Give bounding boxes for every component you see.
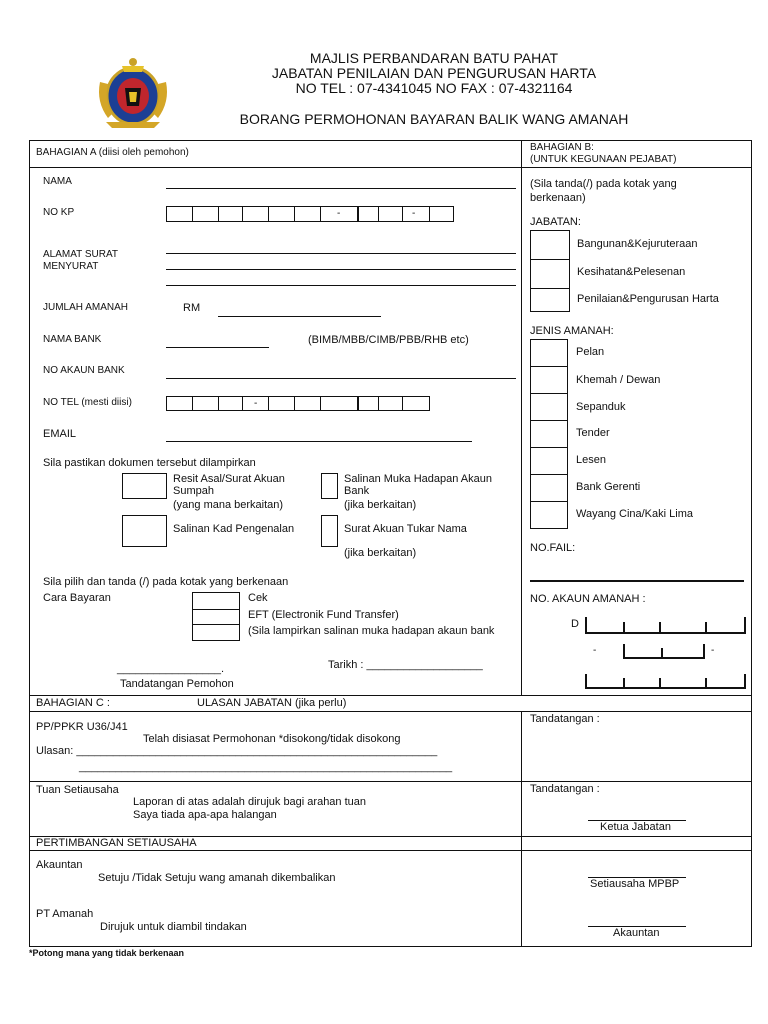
jabatan-option: Bangunan&Kejuruteraan bbox=[577, 238, 698, 250]
doc2-note: (jika berkaitan) bbox=[344, 499, 417, 511]
no-kp-dash: - bbox=[337, 208, 341, 219]
tandatangan-label: Tandatangan : bbox=[530, 783, 600, 795]
cara-bayaran-label: Cara Bayaran bbox=[43, 592, 111, 604]
akaun-amanah-dash: - bbox=[593, 645, 597, 656]
jabatan-option: Penilaian&Pengurusan Harta bbox=[577, 293, 719, 305]
signature-line[interactable]: _________________. bbox=[117, 663, 225, 675]
jenis-option: Khemah / Dewan bbox=[576, 374, 661, 386]
akaun-amanah-prefix: D bbox=[571, 618, 579, 630]
no-tel-label: NO TEL (mesti diisi) bbox=[43, 397, 132, 408]
tuan-setiausaha-label: Tuan Setiausaha bbox=[36, 784, 119, 796]
row-divider bbox=[29, 781, 752, 782]
akaun-amanah-input[interactable] bbox=[580, 612, 750, 692]
no-akaun-bank-label: NO AKAUN BANK bbox=[43, 365, 125, 376]
doc1-note: (yang mana berkaitan) bbox=[173, 499, 284, 511]
pertimbangan-title: PERTIMBANGAN SETIAUSAHA bbox=[36, 837, 197, 849]
laporan-text: Laporan di atas adalah dirujuk bagi arahan tuan bbox=[133, 796, 367, 808]
column-divider-top bbox=[521, 140, 522, 695]
laporan-text-cont: Saya tiada apa-apa halangan bbox=[133, 809, 277, 821]
jabatan-checkbox-penilaian[interactable] bbox=[530, 288, 570, 312]
doc3-checkbox[interactable] bbox=[122, 515, 167, 547]
nama-bank-input[interactable] bbox=[166, 347, 269, 348]
jenis-checkbox-pelan[interactable] bbox=[530, 339, 568, 367]
setuju-text: Setuju /Tidak Setuju wang amanah dikembalikan bbox=[98, 872, 336, 884]
tandatangan-pemohon-label: Tandatangan Pemohon bbox=[120, 678, 234, 690]
ulasan-jabatan-title: ULASAN JABATAN (jika perlu) bbox=[197, 697, 347, 709]
akauntan-label: Akauntan bbox=[36, 859, 83, 871]
no-tel-dash: - bbox=[254, 398, 258, 409]
no-fail-label: NO.FAIL: bbox=[530, 542, 576, 554]
pt-amanah-label: PT Amanah bbox=[36, 908, 94, 920]
eft-label: EFT (Electronik Fund Transfer) bbox=[248, 609, 399, 621]
bank-hint: (BIMB/MBB/CIMB/PBB/RHB etc) bbox=[308, 334, 469, 346]
section-b-instruction: (Sila tanda(/) pada kotak yang bbox=[530, 178, 677, 190]
jabatan-checkbox-kesihatan[interactable] bbox=[530, 259, 570, 289]
jabatan-label: JABATAN: bbox=[530, 216, 581, 228]
dirujuk-text: Dirujuk untuk diambil tindakan bbox=[100, 921, 247, 933]
jenis-checkbox-sepanduk[interactable] bbox=[530, 393, 568, 421]
jenis-option: Bank Gerenti bbox=[576, 481, 641, 493]
alamat-label-cont: MENYURAT bbox=[43, 261, 99, 272]
no-fail-input[interactable] bbox=[530, 580, 744, 582]
section-b-instruction-cont: berkenaan) bbox=[530, 192, 586, 204]
contact-numbers: NO TEL : 07-4341045 NO FAX : 07-4321164 bbox=[295, 80, 573, 96]
jenis-checkbox-tender[interactable] bbox=[530, 420, 568, 448]
doc4-label: Surat Akuan Tukar Nama bbox=[344, 523, 467, 535]
ulasan-input[interactable]: Ulasan: ___________________________________________________________ bbox=[36, 745, 438, 757]
section-c-title: BAHAGIAN C : bbox=[36, 697, 110, 709]
section-b-title: BAHAGIAN B: bbox=[530, 142, 594, 153]
jabatan-checkbox-bangunan[interactable] bbox=[530, 230, 570, 260]
cek-label: Cek bbox=[248, 592, 268, 604]
no-akaun-bank-input[interactable] bbox=[166, 378, 516, 379]
ulasan-input-line2[interactable]: _____________________________________________________________ bbox=[79, 761, 453, 773]
akaun-amanah-dash: - bbox=[711, 645, 715, 656]
setiausaha-mpbp-label: Setiausaha MPBP bbox=[590, 878, 680, 890]
org-name: MAJLIS PERBANDARAN BATU PAHAT bbox=[309, 50, 559, 66]
alamat-label: ALAMAT SURAT bbox=[43, 249, 119, 260]
no-kp-label: NO KP bbox=[43, 207, 75, 218]
disiasat-text: Telah disiasat Permohonan *disokong/tidak disokong bbox=[143, 733, 401, 745]
email-label: EMAIL bbox=[43, 428, 77, 440]
section-a-title: BAHAGIAN A (diisi oleh pemohon) bbox=[36, 147, 189, 158]
jenis-option: Tender bbox=[576, 427, 610, 439]
footnote: *Potong mana yang tidak berkenaan bbox=[29, 948, 185, 958]
form-title: BORANG PERMOHONAN BAYARAN BALIK WANG AMANAH bbox=[239, 111, 629, 127]
ketua-jabatan-label: Ketua Jabatan bbox=[600, 821, 671, 833]
eft-attach-checkbox[interactable] bbox=[192, 624, 240, 641]
jenis-checkbox-bank-gerenti[interactable] bbox=[530, 474, 568, 502]
eft-checkbox[interactable] bbox=[192, 609, 240, 625]
jenis-option: Sepanduk bbox=[576, 401, 626, 413]
doc4-note: (jika berkaitan) bbox=[344, 547, 417, 559]
reference-code: PP/PPKR U36/J41 bbox=[36, 721, 128, 733]
no-kp-dash: - bbox=[412, 208, 416, 219]
dokumen-intro: Sila pastikan dokumen tersebut dilampirkan bbox=[43, 457, 256, 469]
akauntan-sign-label: Akauntan bbox=[613, 927, 660, 939]
doc1-checkbox[interactable] bbox=[122, 473, 167, 499]
doc3-label: Salinan Kad Pengenalan bbox=[173, 523, 295, 535]
doc2-label: Salinan Muka Hadapan Akaun bbox=[344, 473, 492, 485]
jenis-option: Lesen bbox=[576, 454, 606, 466]
row-divider bbox=[29, 695, 752, 696]
jenis-checkbox-lesen[interactable] bbox=[530, 447, 568, 475]
tarikh-field[interactable]: Tarikh : ___________________ bbox=[328, 659, 483, 671]
nama-bank-label: NAMA BANK bbox=[43, 334, 102, 345]
jenis-checkbox-wayang[interactable] bbox=[530, 501, 568, 529]
jumlah-amanah-input[interactable] bbox=[218, 316, 381, 317]
nama-input[interactable] bbox=[166, 188, 516, 189]
email-input[interactable] bbox=[166, 441, 472, 442]
doc2-label-cont: Bank bbox=[344, 485, 370, 497]
jumlah-amanah-label: JUMLAH AMANAH bbox=[43, 302, 129, 313]
jabatan-option: Kesihatan&Pelesenan bbox=[577, 266, 686, 278]
jenis-option: Pelan bbox=[576, 346, 605, 358]
doc2-checkbox[interactable] bbox=[321, 473, 338, 499]
row-divider bbox=[29, 167, 752, 168]
rm-label: RM bbox=[183, 302, 201, 314]
row-divider bbox=[29, 711, 752, 712]
row-divider bbox=[29, 850, 752, 851]
pilih-intro: Sila pilih dan tanda (/) pada kotak yang berkenaan bbox=[43, 576, 289, 588]
jenis-option: Wayang Cina/Kaki Lima bbox=[576, 508, 693, 520]
eft-note: (Sila lampirkan salinan muka hadapan akaun bank bbox=[248, 625, 495, 637]
column-divider-bottom bbox=[521, 711, 522, 947]
section-b-subtitle: (UNTUK KEGUNAAN PEJABAT) bbox=[530, 154, 677, 165]
cek-checkbox[interactable] bbox=[192, 592, 240, 610]
doc1-label-cont: Sumpah bbox=[173, 485, 214, 497]
jenis-amanah-label: JENIS AMANAH: bbox=[530, 325, 614, 337]
no-akaun-amanah-label: NO. AKAUN AMANAH : bbox=[530, 593, 646, 605]
department-name: JABATAN PENILAIAN DAN PENGURUSAN HARTA bbox=[271, 65, 597, 81]
nama-label: NAMA bbox=[43, 176, 72, 187]
tandatangan-label: Tandatangan : bbox=[530, 713, 600, 725]
doc4-checkbox[interactable] bbox=[321, 515, 338, 547]
doc1-label: Resit Asal/Surat Akuan bbox=[173, 473, 285, 485]
jenis-checkbox-khemah[interactable] bbox=[530, 366, 568, 394]
